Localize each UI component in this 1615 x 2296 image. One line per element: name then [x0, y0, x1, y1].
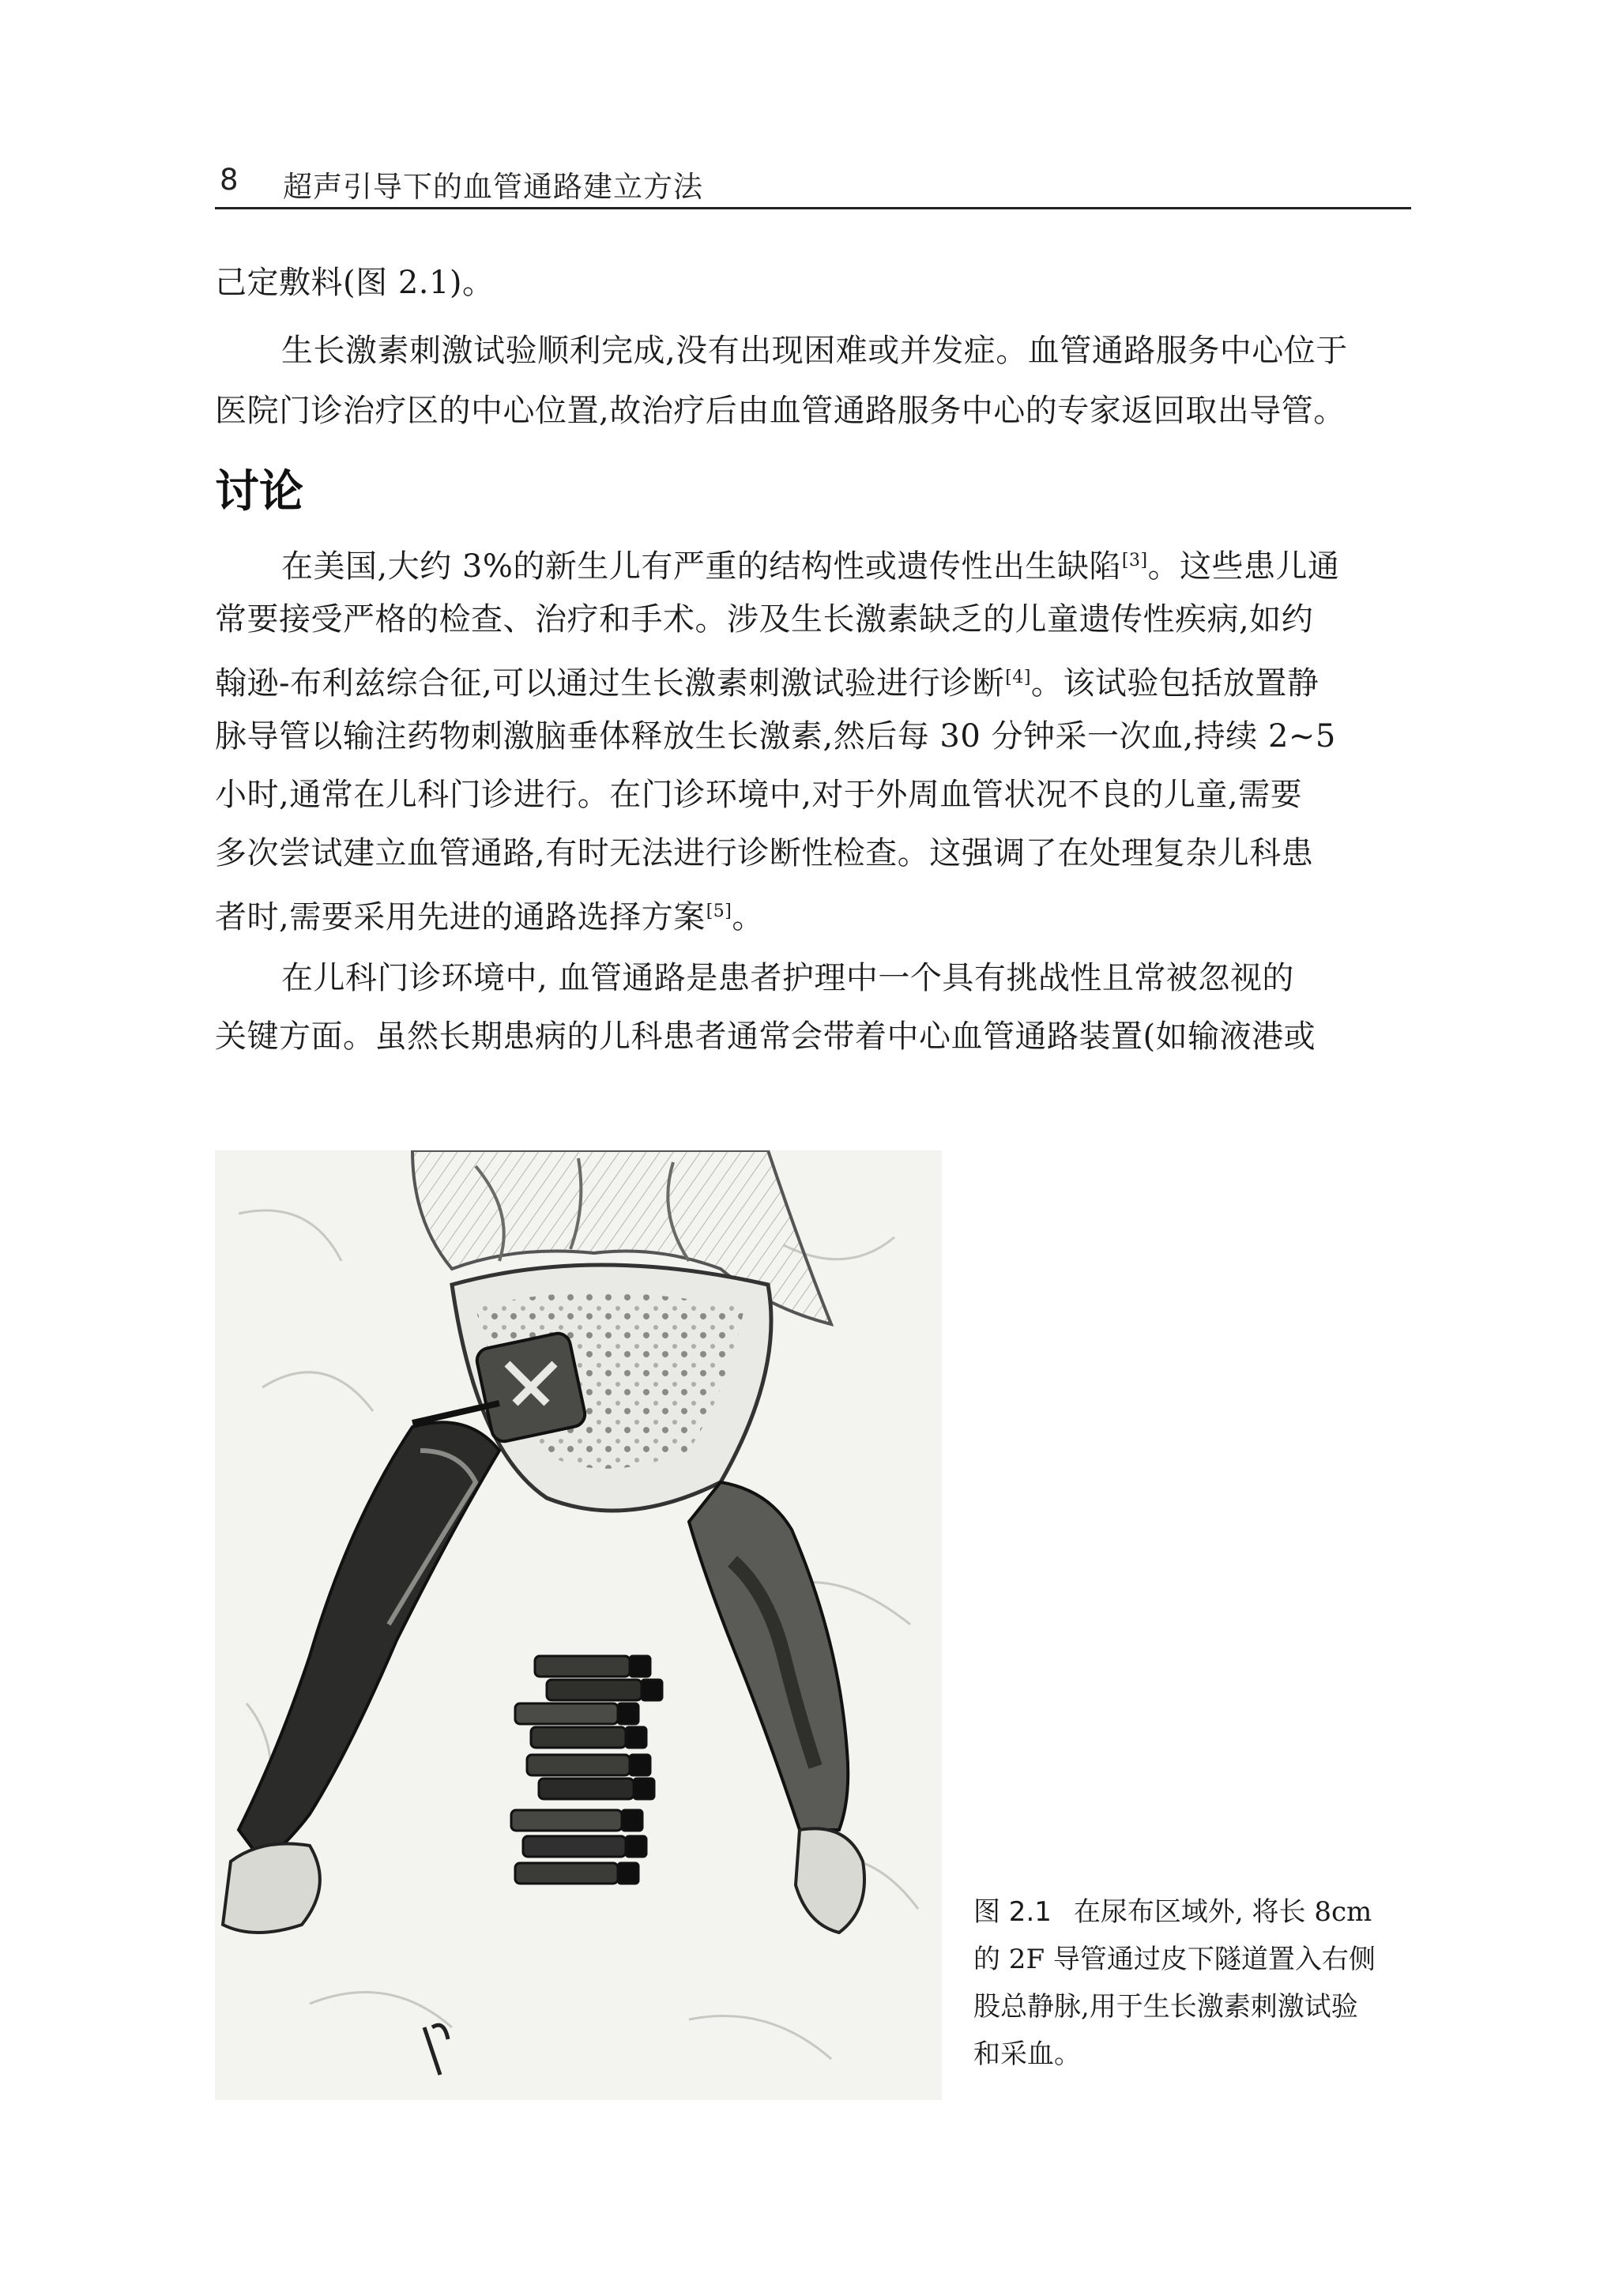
text-line	[281, 537, 1340, 585]
figure-caption	[973, 1888, 1416, 2078]
text-line: 脉导管以输注药物刺激脑垂体释放生长激素,然后每 30 分钟采一次血,持续 2~5	[215, 718, 1336, 755]
running-header	[215, 158, 1411, 204]
caption-text: 在尿布区域外, 将长 8cm	[1073, 1896, 1372, 1928]
text-span: 。	[732, 899, 764, 935]
caption-line: 和采血。	[973, 2038, 1081, 2070]
reference-marker: [3]	[1121, 551, 1148, 570]
text-span: 者时,需要采用先进的通路选择方案	[215, 899, 706, 935]
text-span: 。该试验包括放置静	[1030, 665, 1319, 702]
text-span: 翰逊-布利兹综合征,可以通过生长激素刺激试验进行诊断	[215, 665, 1005, 702]
running-title: 超声引导下的血管通路建立方法	[283, 170, 703, 204]
text-line: 医院门诊治疗区的中心位置,故治疗后由血管通路服务中心的专家返回取出导管。	[215, 393, 1346, 429]
text-line: 常要接受严格的检查、治疗和手术。涉及生长激素缺乏的儿童遗传性疾病,如约	[215, 601, 1314, 638]
text-line	[215, 888, 764, 935]
caption-line: 股总静脉,用于生长激素刺激试验	[973, 1991, 1358, 2023]
text-span: 在美国,大约 3%的新生儿有严重的结构性或遗传性出生缺陷	[281, 548, 1121, 585]
reference-marker: [5]	[706, 901, 732, 921]
text-span: 。这些患儿通	[1147, 548, 1340, 585]
reference-marker: [4]	[1005, 668, 1031, 687]
page-number: 8	[220, 163, 239, 197]
text-line: 在儿科门诊环境中, 血管通路是患者护理中一个具有挑战性且常被忽视的	[281, 960, 1294, 996]
text-line: 多次尝试建立血管通路,有时无法进行诊断性检查。这强调了在处理复杂儿科患	[215, 835, 1314, 871]
text-line	[215, 654, 1319, 702]
text-line: 己定敷料(图 2.1)。	[215, 265, 495, 301]
header-rule	[215, 207, 1411, 209]
caption-line: 的 2F 导管通过皮下隧道置入右侧	[973, 1944, 1376, 1975]
figure-sketch	[215, 1150, 942, 2100]
section-heading: 讨论	[215, 466, 303, 518]
text-line: 关键方面。虽然长期患病的儿科患者通常会带着中心血管通路装置(如输液港或	[215, 1018, 1316, 1055]
text-line: 小时,通常在儿科门诊进行。在门诊环境中,对于外周血管状况不良的儿童,需要	[215, 777, 1303, 813]
figure-label: 图 2.1	[973, 1896, 1052, 1928]
caption-line	[973, 1888, 1416, 1936]
text-line: 生长激素刺激试验顺利完成,没有出现困难或并发症。血管通路服务中心位于	[281, 333, 1348, 369]
figure-2-1-image	[215, 1150, 942, 2100]
